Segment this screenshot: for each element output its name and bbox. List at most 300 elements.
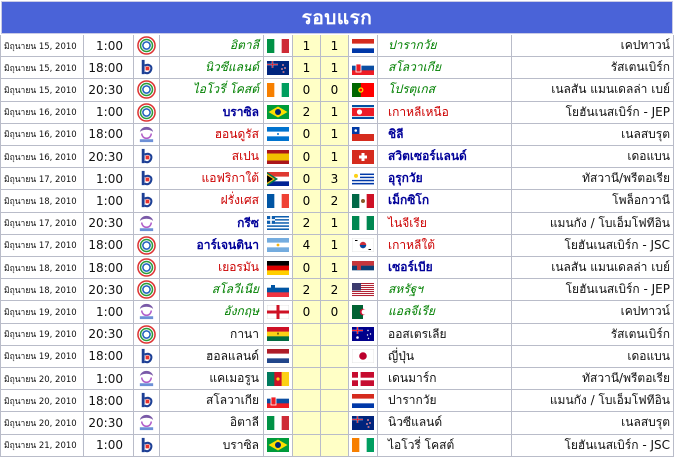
match-row — [0, 35, 676, 57]
mexico-flag — [352, 194, 374, 208]
england-flag — [267, 305, 289, 319]
match-date-text: มิถุนายน 16, 2010 — [4, 130, 77, 141]
brazil-flag — [267, 105, 289, 119]
away-score — [321, 168, 349, 190]
ch3-logo — [137, 325, 156, 344]
away-team-text: ไนจีเรีย — [388, 215, 427, 230]
away-team-text: เซอร์เบีย — [388, 260, 433, 275]
match-date-text: มิถุนายน 21, 2010 — [4, 441, 77, 452]
home-flag-cell — [264, 412, 293, 434]
ch7-logo — [137, 147, 156, 166]
netherlands-flag — [267, 349, 289, 363]
home-score — [293, 79, 321, 101]
away-score — [321, 368, 349, 390]
match-date — [0, 257, 84, 279]
away-flag-cell — [349, 102, 378, 124]
away-flag-cell — [349, 168, 378, 190]
japan-flag — [352, 349, 374, 363]
match-time — [84, 57, 134, 79]
new-zealand-flag — [267, 61, 289, 75]
away-score — [321, 324, 349, 346]
away-team-text: สวิตเซอร์แลนด์ — [388, 149, 467, 164]
ghana-flag — [267, 327, 289, 341]
away-team-text: สโลวาเกีย — [388, 60, 441, 75]
away-team — [378, 213, 512, 235]
home-team-text: แคเมอรูน — [209, 371, 259, 386]
ch7-logo — [137, 191, 156, 210]
home-score — [293, 168, 321, 190]
ch7-logo — [137, 347, 156, 366]
home-flag-cell — [264, 279, 293, 301]
home-score-text: 4 — [302, 238, 311, 253]
away-team — [378, 368, 512, 390]
home-team-text: อิตาลี — [229, 415, 259, 430]
away-team — [378, 79, 512, 101]
match-time-text: 18:00 — [88, 349, 123, 364]
tv-channel — [134, 301, 160, 323]
venue-text: เดอแบน — [627, 348, 670, 363]
home-team — [160, 390, 264, 412]
match-date-text: มิถุนายน 18, 2010 — [4, 285, 77, 296]
away-team — [378, 257, 512, 279]
match-time-text: 20:30 — [88, 149, 123, 164]
match-time — [84, 412, 134, 434]
tv-channel — [134, 168, 160, 190]
home-team-text: สโลวาเกีย — [206, 393, 259, 408]
tv-channel — [134, 412, 160, 434]
away-team-text: สหรัฐฯ — [388, 282, 424, 297]
away-team-text: ไอโวรี่ โคสต์ — [388, 437, 455, 452]
venue — [512, 279, 674, 301]
match-row — [0, 190, 676, 212]
away-team — [378, 190, 512, 212]
home-team — [160, 324, 264, 346]
home-score — [293, 412, 321, 434]
home-flag-cell — [264, 168, 293, 190]
nigeria-flag — [352, 216, 374, 230]
venue — [512, 57, 674, 79]
away-team-text: ชิลี — [388, 126, 404, 141]
match-date-text: มิถุนายน 20, 2010 — [4, 396, 77, 407]
away-team — [378, 412, 512, 434]
away-score — [321, 79, 349, 101]
home-flag-cell — [264, 235, 293, 257]
home-score — [293, 279, 321, 301]
match-date-text: มิถุนายน 15, 2010 — [4, 85, 77, 96]
venue — [512, 213, 674, 235]
match-time-text: 20:30 — [88, 216, 123, 231]
home-team-text: กานา — [230, 326, 259, 341]
home-team — [160, 213, 264, 235]
home-team-text: อิตาลี — [229, 38, 259, 53]
away-score — [321, 257, 349, 279]
home-team-text: ไอโวรี่ โคสต์ — [192, 82, 259, 97]
match-row — [0, 213, 676, 235]
tv-channel — [134, 102, 160, 124]
match-time — [84, 390, 134, 412]
match-time-text: 18:00 — [88, 127, 123, 142]
home-score — [293, 190, 321, 212]
match-date — [0, 301, 84, 323]
tv-channel — [134, 235, 160, 257]
match-date — [0, 57, 84, 79]
ch3-logo — [137, 103, 156, 122]
home-team-text: เยอรมัน — [218, 260, 259, 275]
away-flag-cell — [349, 412, 378, 434]
cameroon-flag — [267, 372, 289, 386]
away-team — [378, 124, 512, 146]
away-score-text: 1 — [330, 38, 339, 53]
away-flag-cell — [349, 324, 378, 346]
home-score — [293, 35, 321, 57]
home-flag-cell — [264, 368, 293, 390]
tv-channel — [134, 57, 160, 79]
away-score-text: 1 — [330, 105, 339, 120]
away-team-text: ปารากวัย — [388, 393, 437, 408]
greece-flag — [267, 216, 289, 230]
match-time — [84, 279, 134, 301]
home-score-text: 2 — [302, 105, 311, 120]
match-date — [0, 146, 84, 168]
mcot-logo — [137, 214, 156, 233]
away-score — [321, 301, 349, 323]
france-flag — [267, 194, 289, 208]
venue — [512, 346, 674, 368]
match-row — [0, 146, 676, 168]
match-time-text: 18:00 — [88, 238, 123, 253]
home-team-text: นิวซีแลนด์ — [204, 60, 259, 75]
match-date-text: มิถุนายน 16, 2010 — [4, 108, 77, 119]
mcot-logo — [137, 413, 156, 432]
tv-channel — [134, 368, 160, 390]
home-flag-cell — [264, 190, 293, 212]
match-time — [84, 168, 134, 190]
slovakia-flag — [267, 394, 289, 408]
away-score-text: 1 — [330, 238, 339, 253]
away-score-text: 1 — [330, 127, 339, 142]
home-team — [160, 301, 264, 323]
venue-text: เนลสัน แมนเดลล่า เบย์ — [551, 260, 670, 275]
away-team-text: เดนมาร์ก — [388, 371, 437, 386]
argentina-flag — [267, 238, 289, 252]
tv-channel — [134, 213, 160, 235]
denmark-flag — [352, 372, 374, 386]
new-zealand-flag — [352, 416, 374, 430]
venue-text: โยฮันเนสเบิร์ก - JEP — [565, 282, 670, 297]
home-team — [160, 190, 264, 212]
home-flag-cell — [264, 324, 293, 346]
away-score — [321, 213, 349, 235]
venue-text: โยฮันเนสเบิร์ก - JSC — [564, 237, 670, 252]
away-team — [378, 324, 512, 346]
ivory-coast-flag — [352, 438, 374, 452]
away-team — [378, 146, 512, 168]
tv-channel — [134, 35, 160, 57]
round-title: รอบแรก — [301, 6, 373, 29]
south-africa-flag — [267, 172, 289, 186]
away-score-text: 0 — [330, 82, 339, 97]
match-row — [0, 235, 676, 257]
italy-flag — [267, 39, 289, 53]
away-team-text: เกาหลีใต้ — [388, 237, 436, 252]
match-time-text: 20:30 — [88, 415, 123, 430]
home-flag-cell — [264, 35, 293, 57]
home-score — [293, 346, 321, 368]
honduras-flag — [267, 127, 289, 141]
home-score-text: 0 — [302, 260, 311, 275]
tv-channel — [134, 346, 160, 368]
ch3-logo — [137, 258, 156, 277]
match-date — [0, 435, 84, 457]
home-team — [160, 57, 264, 79]
venue-text: แมนกัง / โบเอ็มโฟทีอิน — [549, 215, 670, 230]
match-date-text: มิถุนายน 16, 2010 — [4, 152, 77, 163]
match-date — [0, 412, 84, 434]
match-time — [84, 368, 134, 390]
home-flag-cell — [264, 57, 293, 79]
home-score-text: 1 — [302, 60, 311, 75]
match-time — [84, 346, 134, 368]
tv-channel — [134, 146, 160, 168]
home-score-text: 0 — [302, 149, 311, 164]
match-date-text: มิถุนายน 17, 2010 — [4, 241, 77, 252]
home-score-text: 0 — [302, 127, 311, 142]
match-time-text: 20:30 — [88, 282, 123, 297]
mcot-logo — [137, 125, 156, 144]
venue — [512, 368, 674, 390]
match-date-text: มิถุนายน 19, 2010 — [4, 330, 77, 341]
away-score — [321, 346, 349, 368]
tv-channel — [134, 190, 160, 212]
match-time-text: 1:00 — [96, 371, 123, 386]
home-score-text: 1 — [302, 38, 311, 53]
north-korea-flag — [352, 105, 374, 119]
match-time — [84, 124, 134, 146]
venue-text: เคปทาวน์ — [620, 304, 670, 319]
away-score — [321, 235, 349, 257]
slovakia-flag — [352, 61, 374, 75]
match-date — [0, 346, 84, 368]
venue — [512, 168, 674, 190]
away-score-text: 1 — [330, 60, 339, 75]
away-score — [321, 35, 349, 57]
match-row — [0, 435, 676, 457]
home-score — [293, 57, 321, 79]
match-time — [84, 146, 134, 168]
match-time-text: 20:30 — [88, 82, 123, 97]
home-score — [293, 146, 321, 168]
match-date — [0, 390, 84, 412]
venue-text: เนลสบรุต — [621, 415, 670, 430]
away-team — [378, 346, 512, 368]
home-flag-cell — [264, 390, 293, 412]
ivory-coast-flag — [267, 83, 289, 97]
home-score-text: 0 — [302, 193, 311, 208]
away-team-text: แอลจีเรีย — [388, 304, 435, 319]
venue-text: โยฮันเนสเบิร์ก - JSC — [564, 437, 670, 452]
match-date — [0, 213, 84, 235]
match-time — [84, 235, 134, 257]
slovenia-flag — [267, 283, 289, 297]
away-flag-cell — [349, 124, 378, 146]
ch3-logo — [137, 236, 156, 255]
tv-channel — [134, 390, 160, 412]
match-row — [0, 324, 676, 346]
match-time — [84, 79, 134, 101]
away-team-text: โปรตุเกส — [388, 82, 435, 97]
ch3-logo — [137, 280, 156, 299]
away-team — [378, 435, 512, 457]
venue-text: แมนกัง / โบเอ็มโฟทีอิน — [549, 393, 670, 408]
venue — [512, 390, 674, 412]
match-row — [0, 102, 676, 124]
match-row — [0, 412, 676, 434]
away-team-text: ญี่ปุ่น — [388, 348, 415, 363]
home-team-text: ฝรั่งเศส — [220, 193, 259, 208]
match-time — [84, 35, 134, 57]
match-time — [84, 190, 134, 212]
match-time-text: 1:00 — [96, 171, 123, 186]
away-flag-cell — [349, 435, 378, 457]
match-time-text: 18:00 — [88, 60, 123, 75]
away-score — [321, 435, 349, 457]
home-team-text: บราซิล — [222, 437, 259, 452]
away-flag-cell — [349, 279, 378, 301]
home-score — [293, 257, 321, 279]
match-row — [0, 346, 676, 368]
away-flag-cell — [349, 146, 378, 168]
match-time — [84, 324, 134, 346]
ch7-logo — [137, 169, 156, 188]
match-date — [0, 124, 84, 146]
ch3-logo — [137, 80, 156, 99]
away-score-text: 1 — [330, 216, 339, 231]
match-time-text: 18:00 — [88, 393, 123, 408]
round-header — [1, 1, 673, 34]
match-date-text: มิถุนายน 18, 2010 — [4, 196, 77, 207]
away-team — [378, 168, 512, 190]
home-team — [160, 168, 264, 190]
ch7-logo — [137, 391, 156, 410]
away-team-text: ปารากวัย — [388, 38, 437, 53]
venue — [512, 146, 674, 168]
match-row — [0, 301, 676, 323]
match-time — [84, 213, 134, 235]
away-flag-cell — [349, 35, 378, 57]
venue — [512, 301, 674, 323]
home-team — [160, 35, 264, 57]
home-team — [160, 279, 264, 301]
home-score — [293, 301, 321, 323]
away-flag-cell — [349, 346, 378, 368]
home-flag-cell — [264, 435, 293, 457]
match-date — [0, 35, 84, 57]
match-date — [0, 368, 84, 390]
away-score — [321, 124, 349, 146]
mcot-logo — [137, 369, 156, 388]
match-date-text: มิถุนายน 18, 2010 — [4, 263, 77, 274]
venue-text: เนลสัน แมนเดลล่า เบย์ — [551, 82, 670, 97]
match-date — [0, 79, 84, 101]
match-date-text: มิถุนายน 15, 2010 — [4, 63, 77, 74]
usa-flag — [352, 283, 374, 297]
home-team — [160, 435, 264, 457]
venue — [512, 412, 674, 434]
match-time-text: 18:00 — [88, 260, 123, 275]
away-score — [321, 146, 349, 168]
match-date-text: มิถุนายน 20, 2010 — [4, 374, 77, 385]
away-team — [378, 57, 512, 79]
match-time — [84, 435, 134, 457]
match-date — [0, 324, 84, 346]
home-team-text: ฮอนดูรัส — [214, 126, 259, 141]
away-team-text: เกาหลีเหนือ — [388, 104, 449, 119]
away-team-text: นิวซีแลนด์ — [388, 415, 443, 430]
away-team — [378, 390, 512, 412]
away-team — [378, 235, 512, 257]
spain-flag — [267, 150, 289, 164]
australia-flag — [352, 327, 374, 341]
away-flag-cell — [349, 257, 378, 279]
match-row — [0, 79, 676, 101]
home-team — [160, 102, 264, 124]
away-score — [321, 190, 349, 212]
away-score-text: 0 — [330, 304, 339, 319]
match-row — [0, 124, 676, 146]
venue-text: เดอแบน — [627, 149, 670, 164]
home-flag-cell — [264, 213, 293, 235]
away-score-text: 3 — [330, 171, 339, 186]
tv-channel — [134, 257, 160, 279]
home-score-text: 2 — [302, 216, 311, 231]
paraguay-flag — [352, 394, 374, 408]
away-flag-cell — [349, 57, 378, 79]
home-team-text: บราซิล — [222, 104, 259, 119]
home-score — [293, 102, 321, 124]
away-team — [378, 301, 512, 323]
away-team-text: อุรุกวัย — [388, 171, 423, 186]
italy-flag — [267, 416, 289, 430]
tv-channel — [134, 79, 160, 101]
away-team-text: ออสเตรเลีย — [388, 326, 447, 341]
uruguay-flag — [352, 172, 374, 186]
away-score — [321, 412, 349, 434]
home-team — [160, 124, 264, 146]
home-team — [160, 346, 264, 368]
match-date — [0, 279, 84, 301]
away-score-text: 2 — [330, 193, 339, 208]
venue-text: เนลสบรุต — [621, 126, 670, 141]
away-flag-cell — [349, 79, 378, 101]
match-row — [0, 257, 676, 279]
venue — [512, 435, 674, 457]
venue — [512, 257, 674, 279]
match-time — [84, 257, 134, 279]
portugal-flag — [352, 83, 374, 97]
venue-text: ทัสวานี/พรีตอเรีย — [582, 171, 670, 186]
home-team — [160, 146, 264, 168]
match-date — [0, 190, 84, 212]
away-score-text: 1 — [330, 149, 339, 164]
home-team — [160, 79, 264, 101]
venue — [512, 190, 674, 212]
away-score — [321, 279, 349, 301]
match-date — [0, 102, 84, 124]
home-flag-cell — [264, 257, 293, 279]
paraguay-flag — [352, 39, 374, 53]
match-row — [0, 57, 676, 79]
home-score — [293, 435, 321, 457]
